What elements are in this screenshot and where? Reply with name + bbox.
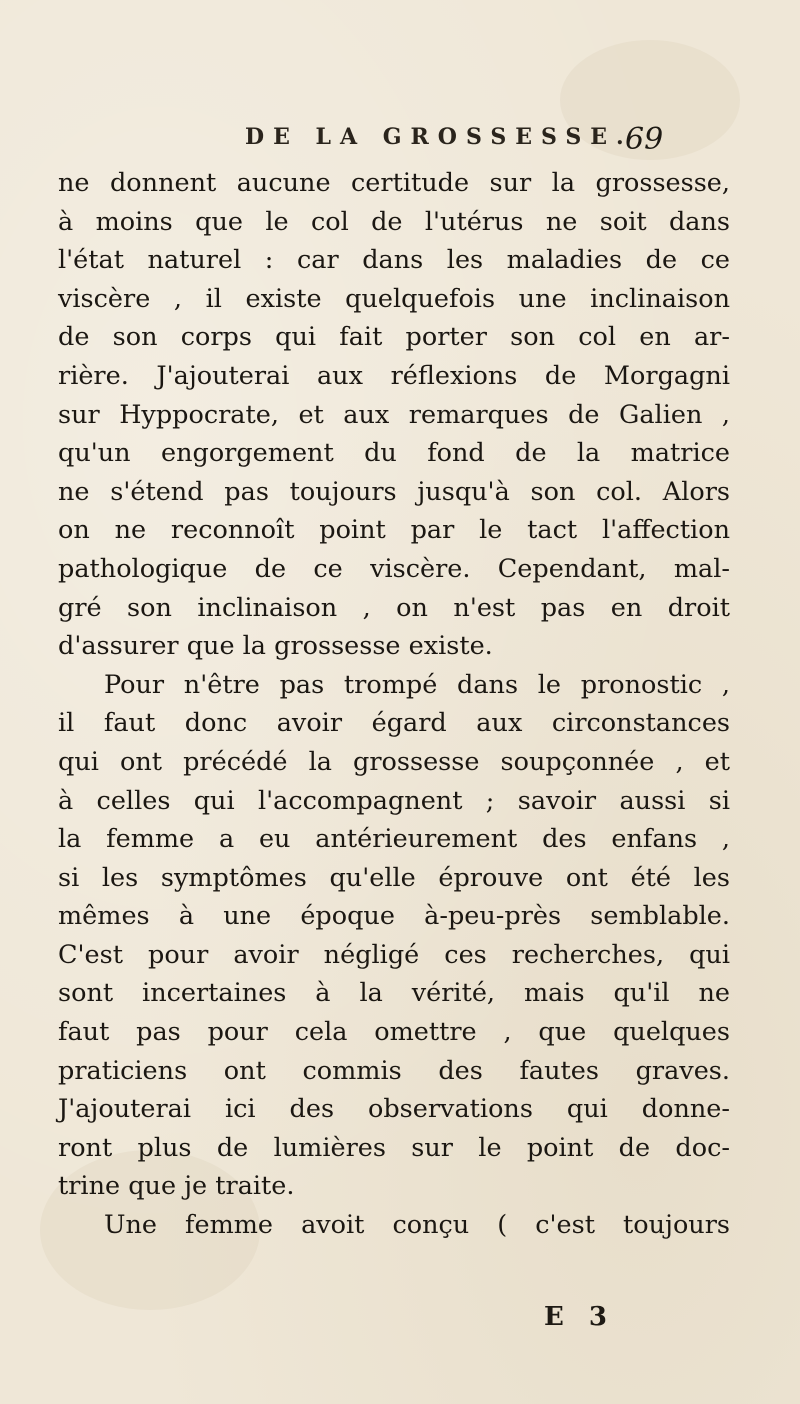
text-line: qui ont précédé la grossesse soupçonnée , et	[58, 746, 730, 777]
page-number: 69	[625, 122, 664, 157]
body-text	[58, 164, 730, 1245]
text-line: gré son inclinaison , on n'est pas en droit	[58, 592, 730, 623]
text-line: la femme a eu antérieurement des enfans ,	[58, 824, 730, 855]
running-title: DE LA GROSSESSE.	[245, 124, 633, 150]
signature-mark: E 3	[544, 1302, 615, 1332]
text-line: mêmes à une époque à-peu-près semblable.	[58, 901, 730, 932]
text-line: Une femme avoit conçu ( c'est toujours	[104, 1210, 730, 1241]
text-line: à moins que le col de l'utérus ne soit dans	[58, 206, 730, 237]
text-line: de son corps qui fait porter son col en ar-	[58, 322, 730, 353]
text-line: rière. J'ajouterai aux réflexions de Morgagni	[58, 360, 730, 391]
text-line: on ne reconnoît point par le tact l'affection	[58, 515, 730, 546]
text-line: trine que je traite.	[58, 1171, 295, 1202]
text-line: Pour n'être pas trompé dans le pronostic ,	[104, 669, 730, 700]
text-line: pathologique de ce viscère. Cependant, mal-	[58, 553, 730, 584]
text-line: ront plus de lumières sur le point de doc-	[58, 1132, 730, 1163]
text-line: l'état naturel : car dans les maladies de ce	[58, 245, 730, 276]
text-line: sont incertaines à la vérité, mais qu'il ne	[58, 978, 730, 1009]
text-line: si les symptômes qu'elle éprouve ont été les	[58, 862, 730, 893]
text-line: praticiens ont commis des fautes graves.	[58, 1055, 730, 1086]
text-line: il faut donc avoir égard aux circonstances	[58, 708, 730, 739]
text-line: viscère , il existe quelquefois une inclinaison	[58, 283, 730, 314]
text-line: d'assurer que la grossesse existe.	[58, 631, 493, 662]
text-line: sur Hyppocrate, et aux remarques de Galien ,	[58, 399, 730, 430]
text-line: J'ajouterai ici des observations qui donne-	[58, 1094, 730, 1125]
text-line: ne s'étend pas toujours jusqu'à son col. Alors	[58, 476, 730, 507]
text-line: qu'un engorgement du fond de la matrice	[58, 438, 730, 469]
text-line: C'est pour avoir négligé ces recherches, qui	[58, 939, 730, 970]
text-line: faut pas pour cela omettre , que quelques	[58, 1017, 730, 1048]
text-line: à celles qui l'accompagnent ; savoir aussi si	[58, 785, 730, 816]
text-line: ne donnent aucune certitude sur la grossesse,	[58, 168, 730, 198]
